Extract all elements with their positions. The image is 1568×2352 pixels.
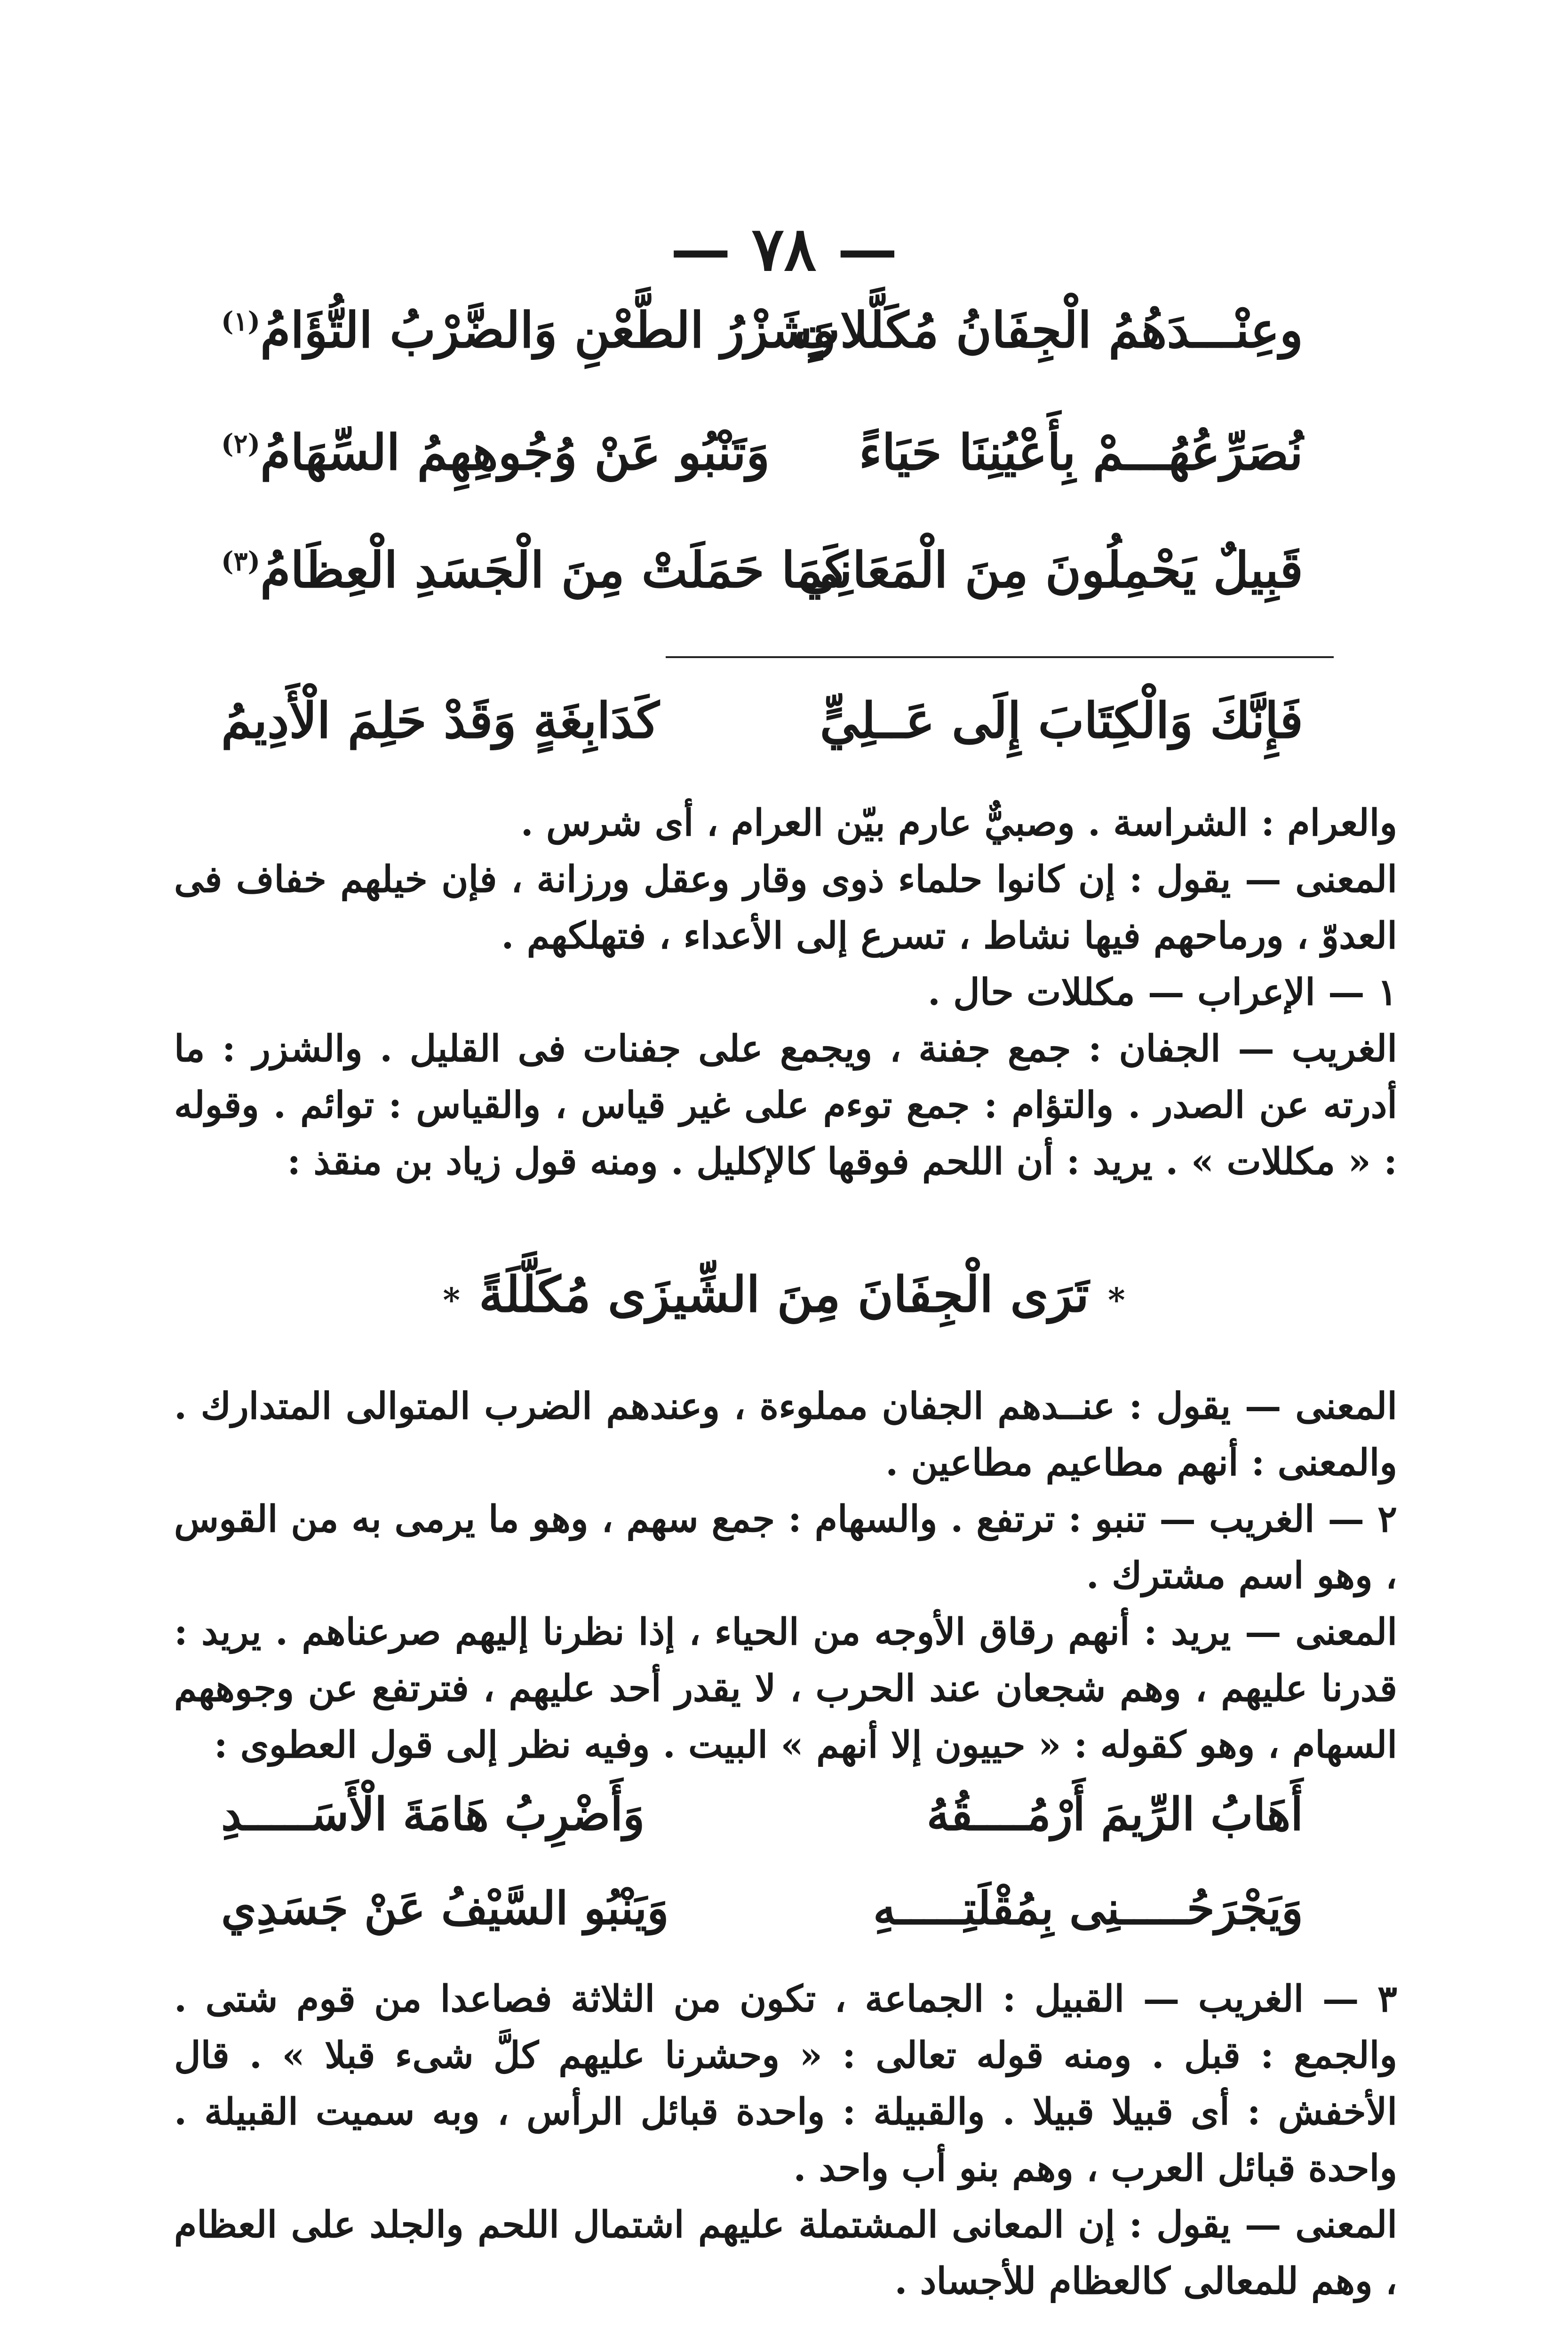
meaning-paragraph-1: المعنى — يقول : إن كانوا حلماء ذوى وقار وعقل ورزانة ، فإن خيلهم خفاف فى العدوّ ، ورماحهم فيها نشاط ، تسرع إلى الأعداء ، فتهلكهم . (174, 858, 1397, 957)
star-ornament-left: * (443, 1280, 460, 1319)
verse-3-second-text: كَمَا حَمَلَتْ مِنَ الْجَسَدِ الْعِظَامُ (260, 541, 848, 599)
atawi-verse-1-first: أَهَابُ الرِّيمَ أَرْمُــــقُهُ (926, 1788, 1303, 1841)
cited-verse-second-hemistich: كَدَابِغَةٍ وَقَدْ حَلِمَ الْأَدِيمُ (221, 691, 660, 749)
verse-3-first-hemistich: قَبِيلٌ يَحْمِلُونَ مِنَ الْمَعَانِي (798, 541, 1303, 599)
atawi-verse-2-second: وَيَنْبُو السَّيْفُ عَنْ جَسَدِي (221, 1882, 669, 1935)
gloss-aram: والعرام : الشراسة . وصبيٌّ عارم بيّن العرام ، أى شرس . (520, 802, 1397, 844)
verse-1-first-hemistich: وعِنْـــدَهُمُ الْجِفَانُ مُكَلَّلاتٍ (794, 301, 1303, 359)
verse-1-second-text: وَشَزْرُ الطَّعْنِ وَالضَّرْبُ التُّؤَامُ (260, 301, 836, 359)
note-1-meaning: المعنى — يقول : عنــدهم الجفان مملوءة ، وعندهم الضرب المتوالى المتدارك . والمعنى : أنهم مطاعيم مطاعين . (174, 1385, 1397, 1484)
cited-verse (221, 691, 1303, 771)
ziyad-quote (0, 1265, 1568, 1323)
atawi-verse-1-second: وَأَضْرِبُ هَامَةَ الْأَسَـــــدِ (221, 1788, 645, 1841)
commentary-block-3 (174, 1971, 1397, 2310)
footnote-marker-2: (٢) (221, 428, 261, 460)
star-ornament-right: * (1108, 1280, 1125, 1319)
verse-line-2 (221, 423, 1303, 503)
note-3-gharib: ٣ — الغريب — القبيل : الجماعة ، تكون من الثلاثة فصاعدا من قوم شتى . والجمع : قبل . ومنه قوله تعالى : « وحشرنا عليهم كلَّ شىء قبلا » . قال الأخفش : أى قبيلا قبيلا . والقبيلة : واحدة قبائل الرأس ، وبه سميت القبيلة . واحدة قبائل العرب ، وهم بنو أب واحد . (174, 1978, 1397, 2190)
verse-line-3 (221, 541, 1303, 621)
verse-2-first-hemistich: نُصَرِّعُهُـــمْ بِأَعْيُنِنَا حَيَاءً (859, 423, 1303, 481)
footnote-separator (666, 656, 1334, 658)
footnote-marker-1: (١) (221, 306, 261, 337)
ziyad-quote-text: تَرَى الْجِفَانَ مِنَ الشِّيزَى مُكَلَّلَةً (478, 1265, 1090, 1323)
cited-verse-first-hemistich: فَإِنَّكَ وَالْكِتَابَ إِلَى عَــلِيٍّ (820, 691, 1303, 749)
note-3-meaning: المعنى — يقول : إن المعانى المشتملة عليهم اشتمال اللحم والجلد على العظام ، وهم للمعالى كالعظام للأجساد . (174, 2203, 1397, 2303)
verse-2-second-hemistich (221, 423, 770, 481)
verse-1-second-hemistich (221, 301, 836, 359)
atawi-verse-2-first: وَيَجْرَحُـــــنِى بِمُقْلَتِـــــهِ (873, 1882, 1303, 1935)
atawi-verse-line-2 (221, 1882, 1303, 1962)
note-1-irab: ١ — الإعراب — مكللات حال . (927, 971, 1397, 1014)
note-2-gharib: ٢ — الغريب — تنبو : ترتفع . والسهام : جمع سهم ، وهو ما يرمى به من القوس ، وهو اسم مشترك . (174, 1498, 1397, 1597)
page-number: — ٧٨ — (670, 214, 898, 285)
footnote-marker-3: (٣) (221, 546, 261, 577)
verse-3-second-hemistich (221, 541, 848, 599)
verse-2-second-text: وَتَنْبُو عَنْ وُجُوهِهِمُ السِّهَامُ (260, 423, 770, 481)
verse-line-1 (221, 301, 1303, 381)
note-1-gharib: الغريب — الجفان : جمع جفنة ، ويجمع على جفنات فى القليل . والشزر : ما أدرته عن الصدر . والتؤام : جمع توءم على غير قياس ، والقياس : توائم . وقوله : « مكللات » . يريد : أن اللحم فوقها كالإكليل . ومنه قول زياد بن منقذ : (174, 1027, 1397, 1183)
note-2-meaning: المعنى — يريد : أنهم رقاق الأوجه من الحياء ، إذا نظرنا إليهم صرعناهم . يريد : قدرنا عليهم ، وهم شجعان عند الحرب ، لا يقدر أحد عليهم ، فترتفع عن وجوههم السهام ، وهو كقوله : « حييون إلا أنهم » البيت . وفيه نظر إلى قول العطوى : (174, 1611, 1397, 1766)
commentary-block-1 (174, 795, 1397, 1190)
commentary-block-2 (174, 1378, 1397, 1773)
atawi-verse-line-1 (221, 1788, 1303, 1867)
